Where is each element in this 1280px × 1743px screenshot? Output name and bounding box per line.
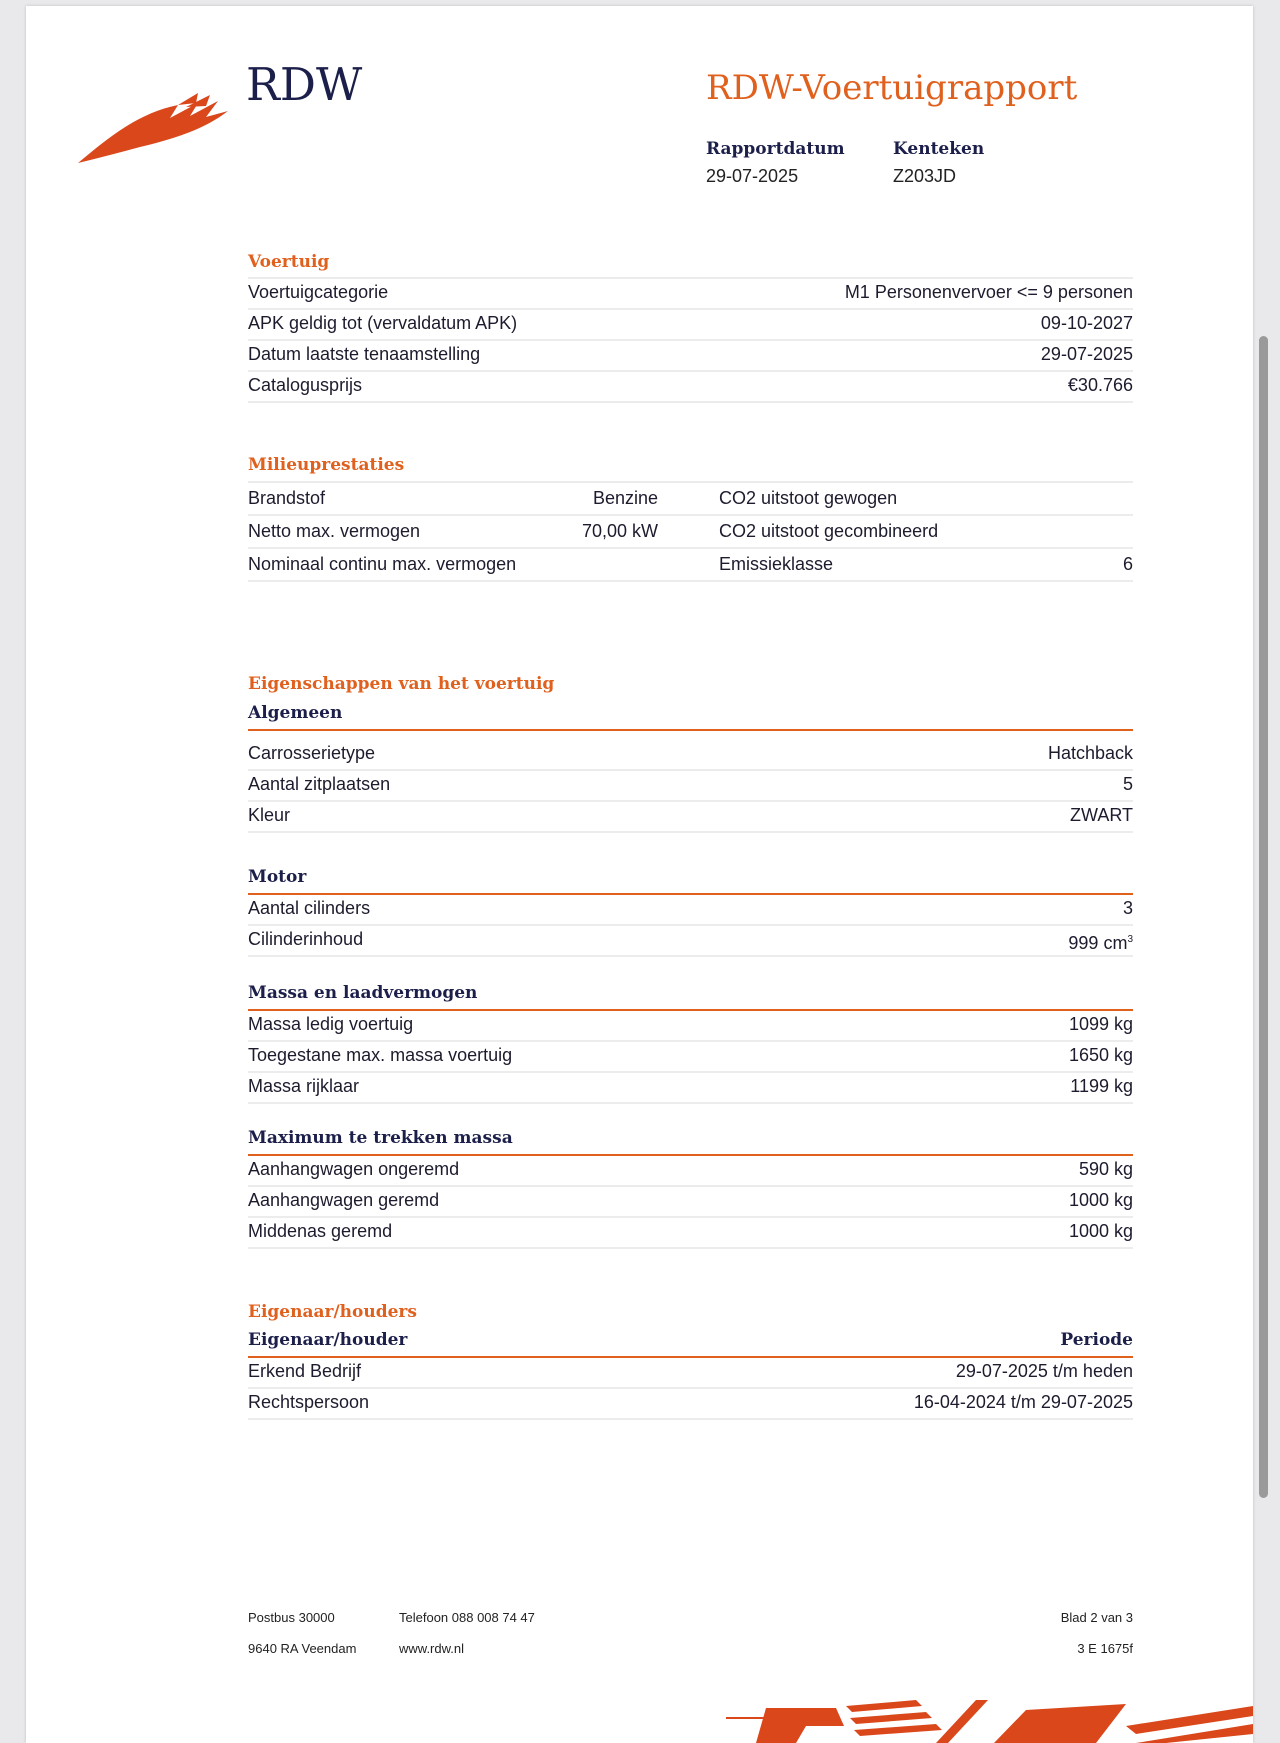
row-value: Benzine — [592, 488, 658, 508]
table-row — [248, 1389, 1133, 1420]
row-value: 3 — [1122, 898, 1133, 918]
row-label: Aanhangwagen ongeremd — [248, 1159, 460, 1179]
table-row — [248, 740, 1133, 771]
row-value: ZWART — [1070, 805, 1133, 825]
table-row — [248, 279, 1133, 310]
row-label: Netto max. vermogen — [248, 521, 421, 541]
row-label: Aanhangwagen geremd — [248, 1190, 440, 1210]
row-label: Middenas geremd — [248, 1221, 393, 1241]
row-label: Rechtspersoon — [248, 1392, 370, 1412]
row-value: 1000 kg — [1068, 1190, 1133, 1210]
subsection-title-massa: Massa en laadvermogen — [248, 983, 478, 1003]
table-row — [248, 310, 1133, 341]
row-label: APK geldig tot (vervaldatum APK) — [248, 313, 518, 333]
row-label: Datum laatste tenaamstelling — [248, 344, 481, 364]
row-label: Toegestane max. massa voertuig — [248, 1045, 513, 1065]
table-row — [248, 802, 1133, 833]
row-value: 1099 kg — [1068, 1014, 1133, 1034]
kenteken-value: Z203JD — [893, 166, 957, 186]
row-value: Hatchback — [1047, 743, 1133, 763]
row-label: Emissieklasse — [719, 554, 834, 574]
row-label: Voertuigcategorie — [248, 282, 389, 302]
subsection-title-motor: Motor — [248, 867, 307, 887]
footer-code: 3 E 1675f — [1077, 1641, 1133, 1656]
table-row — [248, 1011, 1133, 1042]
footer-page-number: Blad 2 van 3 — [1060, 1610, 1133, 1625]
row-label: Carrosserietype — [248, 743, 376, 763]
footer-website: www.rdw.nl — [399, 1641, 465, 1656]
subsection-title-algemeen: Algemeen — [248, 703, 343, 723]
table-row — [248, 1073, 1133, 1104]
cilinderinhoud-value: 999 cm — [1068, 933, 1128, 953]
cubic-superscript: 3 — [1127, 934, 1133, 945]
row-value: 6 — [1122, 554, 1133, 574]
table-row — [248, 372, 1133, 403]
row-label: Brandstof — [248, 488, 326, 508]
row-value: 5 — [1122, 774, 1133, 794]
motor-table — [248, 893, 1133, 957]
table-row — [248, 1187, 1133, 1218]
row-value: 29-07-2025 t/m heden — [955, 1361, 1133, 1381]
footer-stripes-decoration — [726, 1696, 1253, 1743]
row-value: 29-07-2025 — [1040, 344, 1133, 364]
row-label: Erkend Bedrijf — [248, 1361, 362, 1381]
footer-postbus: Postbus 30000 — [248, 1610, 335, 1625]
row-label: Kleur — [248, 805, 291, 825]
section-title-eigenschappen: Eigenschappen van het voertuig — [248, 674, 555, 694]
row-value: 1650 kg — [1068, 1045, 1133, 1065]
brand-name: RDW — [246, 58, 363, 111]
rdw-logo-icon — [78, 83, 228, 163]
section-title-eigenaar: Eigenaar/houders — [248, 1302, 417, 1322]
milieu-table — [248, 481, 1133, 582]
row-label: Nominaal continu max. vermogen — [248, 554, 517, 574]
kenteken-label: Kenteken — [893, 139, 985, 159]
rapportdatum-value: 29-07-2025 — [706, 166, 799, 186]
table-row — [248, 341, 1133, 372]
table-row — [248, 1042, 1133, 1073]
table-row — [248, 483, 1133, 516]
row-value: 70,00 kW — [581, 521, 658, 541]
table-row — [248, 771, 1133, 802]
row-label: Catalogusprijs — [248, 375, 363, 395]
table-row — [248, 516, 1133, 549]
row-value: €30.766 — [1067, 375, 1133, 395]
row-value: 09-10-2027 — [1040, 313, 1133, 333]
row-label: Aantal zitplaatsen — [248, 774, 391, 794]
table-row — [248, 926, 1133, 957]
row-label: Aantal cilinders — [248, 898, 371, 918]
row-value: 16-04-2024 t/m 29-07-2025 — [913, 1392, 1133, 1412]
table-header — [248, 1330, 1133, 1356]
row-label: CO2 uitstoot gewogen — [719, 488, 898, 508]
row-label: Massa ledig voertuig — [248, 1014, 414, 1034]
row-value: 1000 kg — [1068, 1221, 1133, 1241]
footer-telefoon: Telefoon 088 008 74 47 — [399, 1610, 535, 1625]
row-value: 590 kg — [1078, 1159, 1133, 1179]
row-label: CO2 uitstoot gecombineerd — [719, 521, 939, 541]
voertuig-table — [248, 277, 1133, 403]
subsection-title-trekken: Maximum te trekken massa — [248, 1128, 513, 1148]
scrollbar-thumb[interactable] — [1259, 336, 1268, 1498]
row-value: 1199 kg — [1070, 1076, 1133, 1096]
report-title: RDW-Voertuigrapport — [706, 68, 1078, 108]
table-row — [248, 1358, 1133, 1389]
footer-plaats: 9640 RA Veendam — [248, 1641, 357, 1656]
table-row — [248, 1218, 1133, 1249]
column-header-periode: Periode — [1060, 1330, 1133, 1350]
eigenaar-table — [248, 1330, 1133, 1420]
section-title-voertuig: Voertuig — [248, 252, 330, 272]
algemeen-table — [248, 729, 1133, 833]
row-value — [1068, 926, 1133, 957]
table-row — [248, 895, 1133, 926]
column-header-eigenaar: Eigenaar/houder — [248, 1330, 408, 1350]
massa-table — [248, 1009, 1133, 1104]
rapportdatum-label: Rapportdatum — [706, 139, 845, 159]
trekken-table — [248, 1154, 1133, 1249]
row-label: Massa rijklaar — [248, 1076, 360, 1096]
section-title-milieu: Milieuprestaties — [248, 455, 405, 475]
row-label: Cilinderinhoud — [248, 929, 364, 949]
table-row — [248, 549, 1133, 582]
row-value: M1 Personenvervoer <= 9 personen — [844, 282, 1133, 302]
report-page — [26, 6, 1253, 1743]
table-row — [248, 1156, 1133, 1187]
